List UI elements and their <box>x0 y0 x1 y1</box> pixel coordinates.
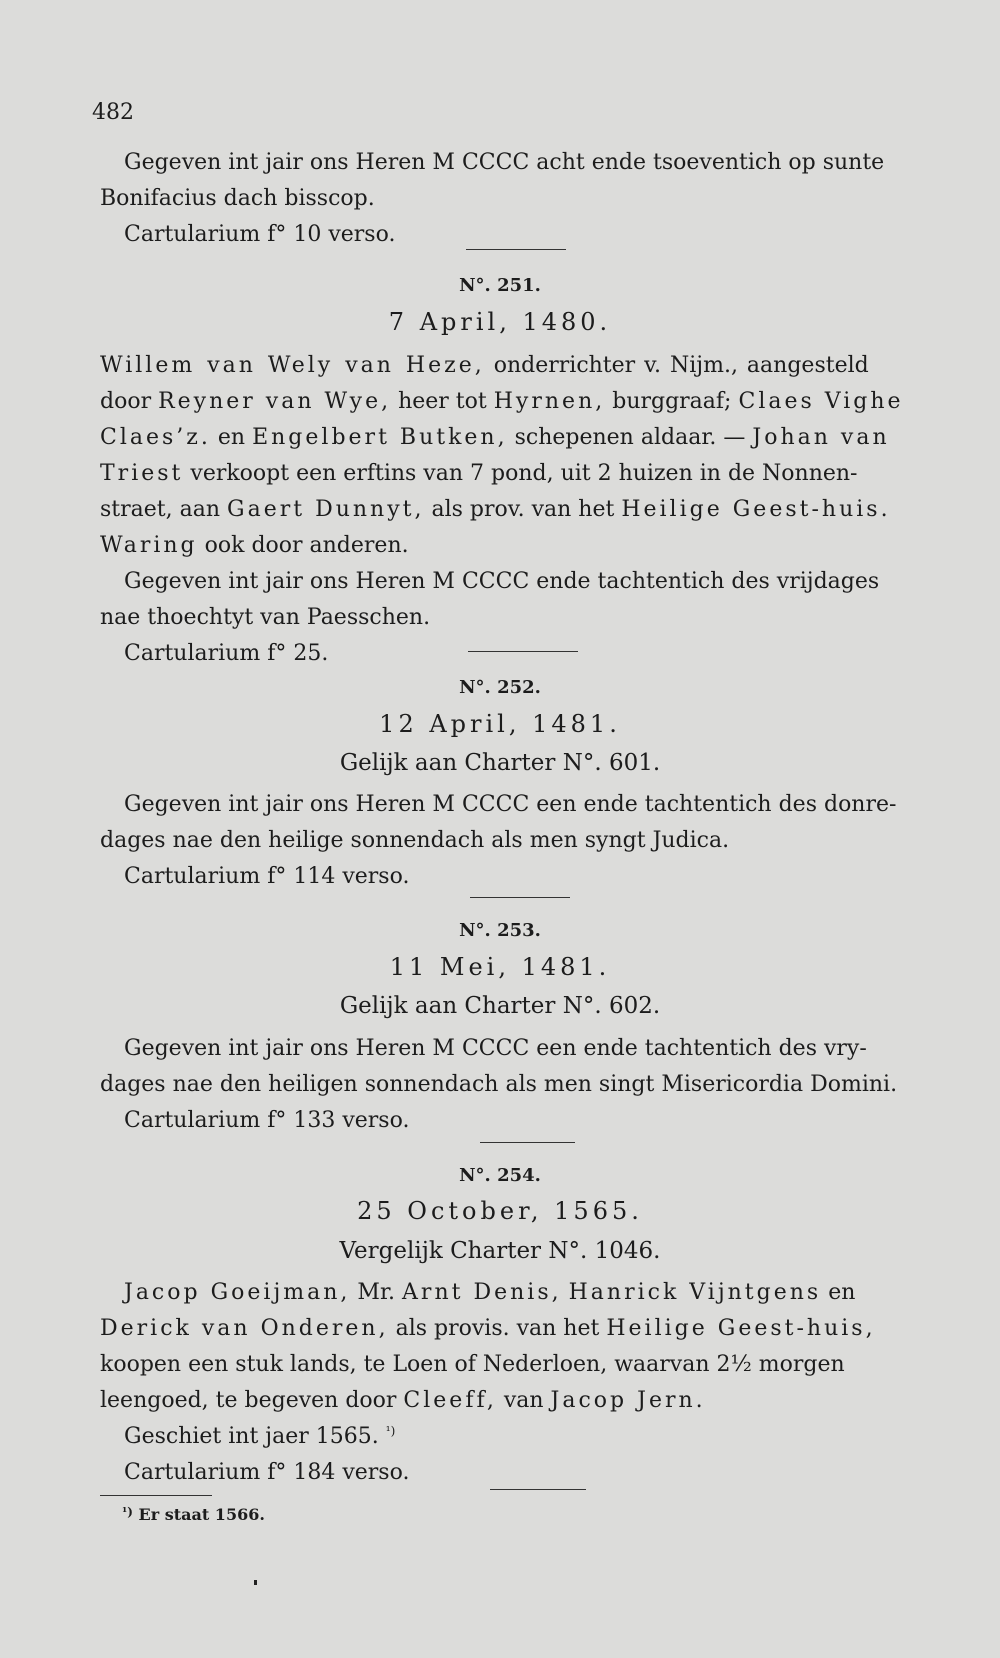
person-name: Gaert Dunnyt, <box>227 497 425 522</box>
charter-reference: Gelijk aan Charter N°. 602. <box>339 993 661 1019</box>
entry-date: 7 April, 1480. <box>388 308 612 336</box>
person-name: Johan van <box>752 425 890 450</box>
institution-name: Heilige Geest-huis. <box>621 497 891 522</box>
text-run: straet, aan <box>100 497 221 522</box>
text-run: ook door anderen. <box>204 533 409 558</box>
person-name: Reyner van Wye, <box>158 389 392 414</box>
text-run: verkoopt een erftins van 7 pond, uit 2 huizen in de Nonnen- <box>190 461 858 486</box>
charter-reference: Vergelijk Charter N°. 1046. <box>339 1238 661 1264</box>
text-line <box>100 461 942 486</box>
charter-reference: Gelijk aan Charter N°. 601. <box>339 750 661 776</box>
text-line: dages nae den heiligen sonnendach als men singt Misericordia Domini. <box>100 1072 898 1097</box>
text-line <box>100 1388 942 1413</box>
entry-date: 11 Mei, 1481. <box>389 953 611 981</box>
person-name: Jacop Goeijman, <box>124 1280 351 1305</box>
text-line: koopen een stuk lands, te Loen of Nederloen, waarvan 2½ morgen <box>100 1352 845 1377</box>
text-run: als provis. van het <box>395 1316 600 1341</box>
entry-number: N°. 253. <box>459 920 541 941</box>
text-run: en <box>217 425 246 450</box>
person-name: Willem van Wely van Heze, <box>100 353 485 378</box>
entry-number: N°. 254. <box>459 1165 541 1186</box>
cartularium-reference: Cartularium f° 25. <box>124 641 329 666</box>
text-line: Gegeven int jair ons Heren M CCCC een ende tachtentich des vry- <box>124 1036 867 1061</box>
separator-rule <box>470 897 570 898</box>
person-name: Jacop Jern. <box>550 1388 706 1413</box>
footnote-mark: ¹) <box>122 1505 133 1519</box>
text-line: nae thoechtyt van Paesschen. <box>100 605 431 630</box>
text-run: en <box>828 1280 856 1305</box>
text-line <box>100 353 942 378</box>
footnote <box>122 1505 265 1524</box>
text-run: schepenen aldaar. — <box>514 425 746 450</box>
text-line: Gegeven int jair ons Heren M CCCC een ende tachtentich des donre- <box>124 792 897 817</box>
cartularium-reference: Cartularium f° 10 verso. <box>124 222 396 247</box>
text-run: Mr. <box>357 1280 396 1305</box>
text-line <box>100 1280 966 1305</box>
text-line: Gegeven int jair ons Heren M CCCC ende tachtentich des vrijdages <box>124 569 880 594</box>
text-run: Geschiet int jaer 1565. <box>124 1424 379 1449</box>
person-name: Hanrick Vijntgens <box>568 1280 822 1305</box>
text-run: heer tot <box>398 389 487 414</box>
footnote-text: Er staat 1566. <box>138 1505 265 1524</box>
footnote-reference: ¹) <box>385 1424 396 1438</box>
text-run: leengoed, te begeven door <box>100 1388 397 1413</box>
text-run: onderrichter v. Nijm., aangesteld <box>493 353 869 378</box>
footnote-rule <box>100 1495 212 1496</box>
person-name: Engelbert Butken, <box>252 425 508 450</box>
separator-rule <box>480 1142 575 1143</box>
page-number: 482 <box>92 100 134 125</box>
separator-rule <box>468 651 578 652</box>
text-line <box>100 533 942 558</box>
text-run: burggraaf; <box>612 389 732 414</box>
cartularium-reference: Cartularium f° 133 verso. <box>124 1108 410 1133</box>
person-name: Derick van Onderen, <box>100 1316 389 1341</box>
entry-number: N°. 251. <box>459 275 541 296</box>
entry-date: 25 October, 1565. <box>357 1197 643 1225</box>
place-name: Cleeff, <box>403 1388 497 1413</box>
entry-number: N°. 252. <box>459 677 541 698</box>
person-name: Waring <box>100 533 198 558</box>
text-line: dages nae den heilige sonnendach als men syngt Judica. <box>100 828 730 853</box>
cartularium-reference: Cartularium f° 184 verso. <box>124 1460 410 1485</box>
ink-speck <box>254 1580 257 1585</box>
text-line <box>100 1424 966 1449</box>
text-line <box>100 389 942 414</box>
text-line <box>100 1316 942 1341</box>
person-name: Arnt Denis, <box>402 1280 562 1305</box>
text-line: Bonifacius dach bisscop. <box>100 186 375 211</box>
institution-name: Heilige Geest-huis, <box>606 1316 876 1341</box>
text-line <box>100 497 942 522</box>
text-run: van <box>503 1388 544 1413</box>
text-run: door <box>100 389 152 414</box>
cartularium-reference: Cartularium f° 114 verso. <box>124 864 410 889</box>
separator-rule <box>466 249 566 250</box>
separator-rule <box>490 1489 586 1490</box>
place-name: Hyrnen, <box>493 389 606 414</box>
text-line <box>100 425 942 450</box>
entry-date: 12 April, 1481. <box>379 710 621 738</box>
person-name: Claes’z. <box>100 425 211 450</box>
person-name: Triest <box>100 461 184 486</box>
text-run: als prov. van het <box>431 497 615 522</box>
text-line: Gegeven int jair ons Heren M CCCC acht ende tsoeventich op sunte <box>124 150 885 175</box>
person-name: Claes Vighe <box>738 389 904 414</box>
